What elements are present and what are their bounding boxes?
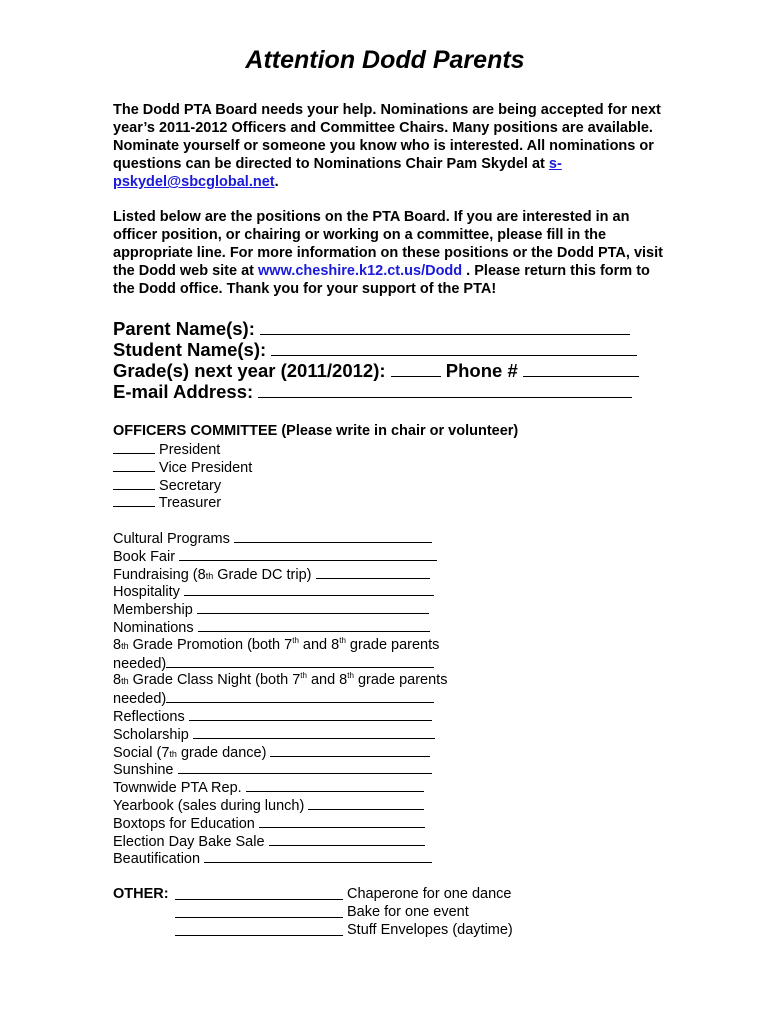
phone-field[interactable] (523, 359, 639, 377)
email-row (113, 380, 653, 401)
committee-label: Townwide PTA Rep. (113, 780, 242, 797)
officers-section (113, 422, 518, 511)
student-name-field[interactable] (271, 338, 637, 356)
committee-row (113, 618, 447, 636)
committee-row (113, 778, 447, 796)
committee-label: needed) (113, 691, 167, 708)
grade-phone-row (113, 359, 653, 380)
info-text-end: . Please return this form to the Dodd office. Thank you for your support of the PTA! (113, 263, 650, 297)
ordinal-suffix: th (121, 676, 129, 687)
phone-label: Phone # (445, 360, 518, 381)
committee-label: Fundraising (8 (113, 566, 206, 583)
committee-label: and 8 (298, 636, 340, 653)
student-name-row (113, 338, 653, 359)
committee-row (113, 760, 447, 778)
email-link[interactable]: s-pskydel@sbcglobal.net (113, 156, 562, 190)
committee-blank[interactable] (308, 796, 424, 810)
committee-row (113, 671, 447, 689)
page-title: Attention Dodd Parents (245, 46, 525, 74)
committee-label: 8 (113, 636, 122, 653)
officers-heading: OFFICERS COMMITTEE (Please write in chair or volunteer) (113, 423, 519, 439)
other-label: OTHER: (113, 886, 169, 902)
contact-form (113, 317, 653, 401)
committee-blank[interactable] (193, 725, 435, 739)
committee-label: Grade DC trip) (213, 566, 312, 583)
committee-label: 8 (113, 672, 122, 689)
ordinal-suffix: th (339, 635, 346, 645)
website-link[interactable]: www.cheshire.k12.ct.us/Dodd (258, 263, 463, 279)
committee-row (113, 636, 447, 654)
other-item: Chaperone for one dance (347, 886, 512, 902)
committee-blank[interactable] (316, 565, 430, 579)
committee-label: Beautification (113, 851, 201, 868)
committee-label: Boxtops for Education (113, 815, 255, 832)
committee-label: Book Fair (113, 548, 176, 565)
committee-row (113, 600, 447, 618)
committee-blank[interactable] (204, 849, 432, 863)
ordinal-suffix: th (169, 748, 177, 759)
officer-label: Secretary (159, 477, 222, 494)
ordinal-suffix: th (347, 671, 354, 681)
committees-section (113, 529, 447, 867)
officer-blank[interactable] (113, 440, 155, 454)
other-blank[interactable] (175, 885, 343, 900)
committee-row (113, 547, 447, 565)
ordinal-suffix: th (205, 570, 214, 581)
committee-blank[interactable] (184, 582, 434, 596)
committee-label: Cultural Programs (113, 531, 230, 547)
officer-blank[interactable] (113, 493, 155, 507)
officer-row (113, 476, 518, 494)
ordinal-suffix: th (121, 640, 129, 651)
parent-name-label: Parent Name(s): (113, 318, 255, 339)
committee-label: Reflections (113, 708, 185, 725)
committee-row (113, 707, 447, 725)
committee-label: Nominations (113, 619, 194, 636)
committee-label: Election Day Bake Sale (113, 833, 265, 850)
email-field[interactable] (258, 380, 632, 398)
committee-label: Hospitality (113, 584, 180, 601)
committee-label: grade parents (345, 636, 440, 653)
info-text: Listed below are the positions on the PTA Board. If you are interested in an officer position, or chairing or working on a committee, please fill in the appropriate line. For more information on these positions or the Dodd PTA, visit the Dodd web site at (113, 209, 663, 279)
email-label: E-mail Address: (113, 381, 254, 402)
committee-blank[interactable] (189, 707, 432, 721)
committee-blank[interactable] (270, 743, 430, 757)
committee-row (113, 582, 447, 600)
officer-label: Vice President (159, 459, 253, 476)
committee-row (113, 832, 447, 850)
officer-row (113, 440, 518, 458)
parent-name-row (113, 317, 653, 338)
committee-blank[interactable] (259, 814, 425, 828)
committee-row (113, 849, 447, 867)
officer-blank[interactable] (113, 458, 155, 472)
grade-label: Grade(s) next year (2011/2012): (113, 360, 386, 381)
ordinal-suffix: th (292, 635, 299, 645)
committee-row (113, 796, 447, 814)
committee-label: Social (7 (113, 744, 170, 761)
committee-label: Grade Promotion (both 7 (128, 636, 293, 653)
committee-blank[interactable] (234, 529, 432, 543)
committee-row (113, 529, 447, 547)
other-item: Bake for one event (347, 904, 469, 920)
committee-row (113, 565, 447, 583)
committee-label: Membership (113, 602, 193, 619)
committee-blank[interactable] (198, 618, 430, 632)
committee-row (113, 654, 447, 672)
committee-label: Yearbook (sales during lunch) (113, 797, 305, 814)
intro-text: The Dodd PTA Board needs your help. Nominations are being accepted for next year’s 2011-2012 Officers and Committee Chairs. Many positions are available. Nominate yourself or someone you know who is interested. All nominations or questions can be directed to Nominations Chair Pam Skydel at (113, 102, 661, 172)
committee-row (113, 814, 447, 832)
committee-label: Scholarship (113, 726, 189, 743)
other-item: Stuff Envelopes (daytime) (347, 922, 513, 938)
committee-label: grade dance) (176, 744, 267, 761)
committee-row (113, 743, 447, 761)
committee-label: needed) (113, 655, 167, 672)
other-blank[interactable] (175, 921, 343, 936)
student-name-label: Student Name(s): (113, 339, 267, 360)
officer-row (113, 493, 518, 511)
committee-blank[interactable] (246, 778, 424, 792)
committee-row (113, 725, 447, 743)
parent-name-field[interactable] (260, 317, 630, 335)
committee-blank[interactable] (178, 760, 432, 774)
ordinal-suffix: th (300, 671, 307, 681)
intro-text-end: . (274, 174, 279, 190)
officer-row (113, 458, 518, 476)
committee-row (113, 689, 447, 707)
committee-blank[interactable] (197, 600, 429, 614)
committee-label: grade parents (353, 672, 448, 689)
committee-blank[interactable] (179, 547, 437, 561)
intro-paragraph (113, 101, 673, 191)
committee-blank[interactable] (269, 832, 425, 846)
grade-field[interactable] (391, 359, 441, 377)
other-blank[interactable] (175, 903, 343, 918)
committee-label: and 8 (306, 672, 348, 689)
committee-label: Grade Class Night (both 7 (128, 672, 301, 689)
committee-label: Sunshine (113, 762, 174, 779)
info-paragraph (113, 208, 673, 298)
officer-label: President (159, 442, 221, 458)
officer-label: Treasurer (158, 495, 222, 512)
committee-blank[interactable] (166, 689, 434, 703)
committee-blank[interactable] (166, 654, 434, 668)
officer-blank[interactable] (113, 476, 155, 490)
